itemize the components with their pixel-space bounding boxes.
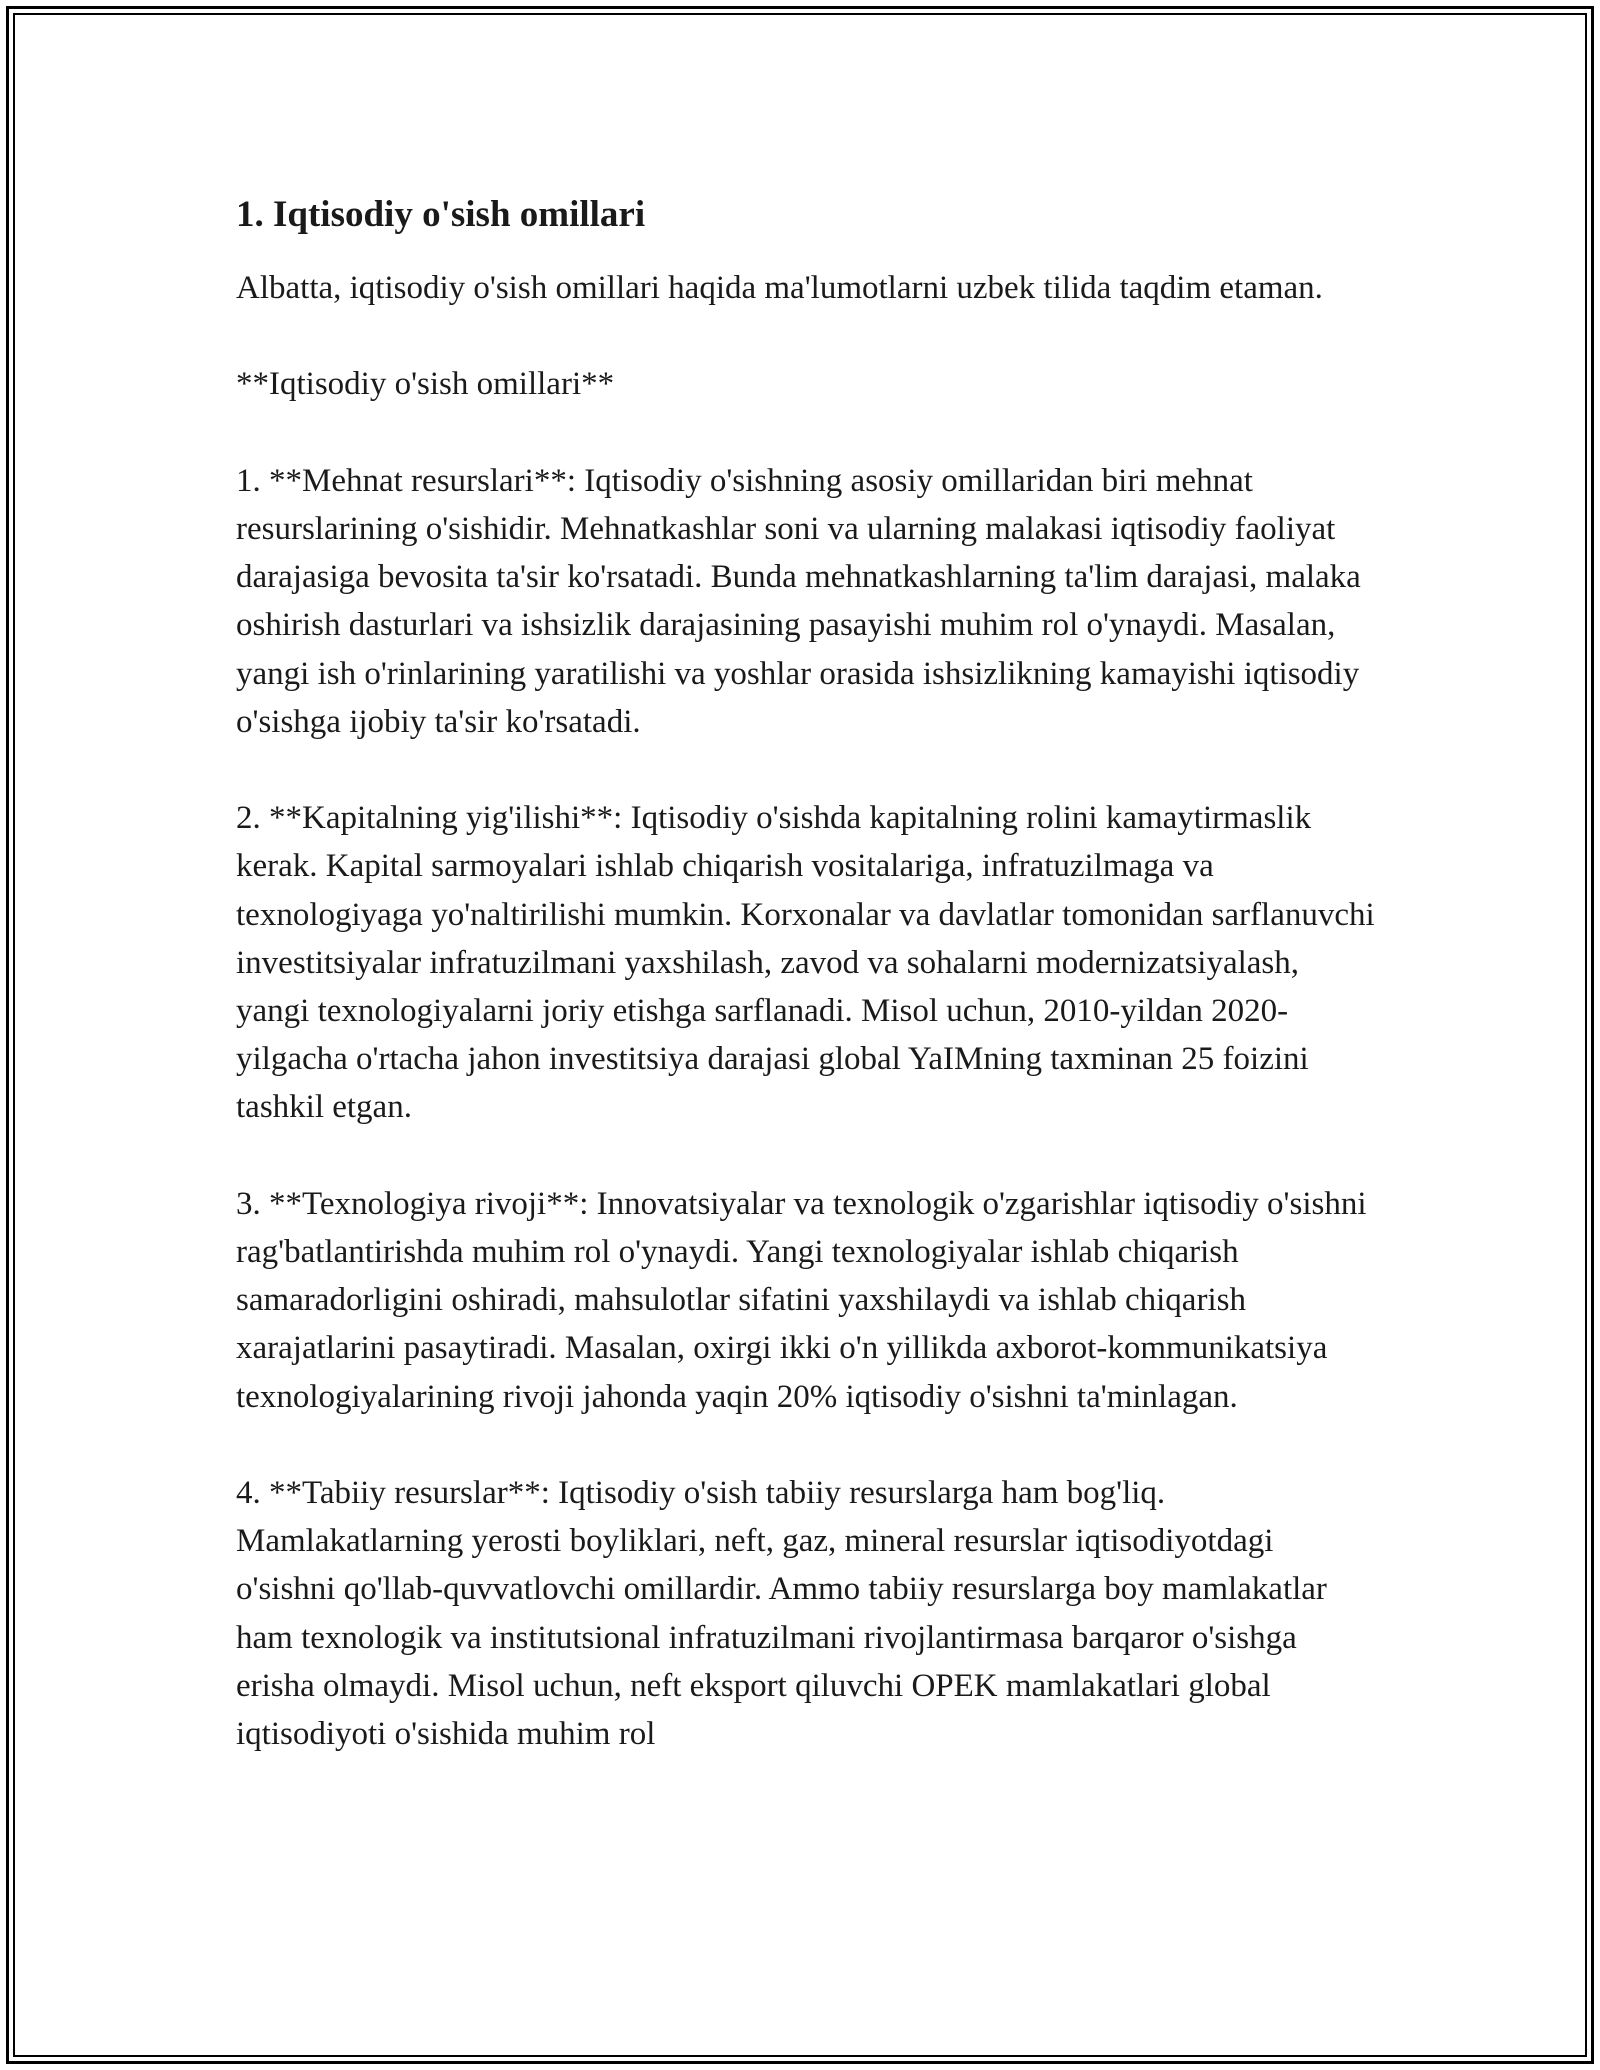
- paragraph-section-heading: **Iqtisodiy o'sish omillari**: [236, 366, 615, 403]
- paragraph-capital-accumulation: 2. **Kapitalning yig'ilishi**: Iqtisodiy o'sishda kapitalning rolini kamaytirmaslik kerak. Kapital sarmoyalari ishlab chiqarish vositalariga, infratuzilmaga va texnologiyaga yo'naltirilishi mumkin. Korxonalar va davlatlar tomonidan sarflanuvchi investitsiyalar infratuzilmani yaxshilash, zavod va sohalarni modernizatsiyalash, yangi texnologiyalarni joriy etishga sarflanadi. Misol uchun, 2010-yildan 2020-yilgacha o'rtacha jahon investitsiya darajasi global YaIMning taxminan 25 foizini tashkil etgan.: [236, 800, 1375, 1126]
- paragraph-labor-resources: 1. **Mehnat resurslari**: Iqtisodiy o'sishning asosiy omillaridan biri mehnat resurslarining o'sishidir. Mehnatkashlar soni va ularning malakasi iqtisodiy faoliyat darajasiga bevosita ta'sir ko'rsatadi. Bunda mehnatkashlarning ta'lim darajasi, malaka oshirish dasturlari va ishsizlik darajasining pasayishi muhim rol o'ynaydi. Masalan, yangi ish o'rinlarining yaratilishi va yoshlar orasida ishsizlikning kamayishi iqtisodiy o'sishga ijobiy ta'sir ko'rsatadi.: [236, 462, 1361, 740]
- paragraph-natural-resources: 4. **Tabiiy resurslar**: Iqtisodiy o'sish tabiiy resurslarga ham bog'liq. Mamlakatlarning yerosti boyliklari, neft, gaz, mineral resurslar iqtisodiyotdagi o'sishni qo'llab-quvvatlovchi omillardir. Ammo tabiiy resurslarga boy mamlakatlar ham texnologik va institutsional infratuzilmani rivojlantirmasa barqaror o'sishga erisha olmaydi. Misol uchun, neft eksport qiluvchi OPEK mamlakatlari global iqtisodiyoti o'sishida muhim rol: [236, 1475, 1327, 1753]
- paragraph-intro: Albatta, iqtisodiy o'sish omillari haqida ma'lumotlarni uzbek tilida taqdim etaman.: [236, 270, 1323, 306]
- document-title: 1. Iqtisodiy o'sish omillari: [236, 194, 646, 235]
- paragraph-technology-development: 3. **Texnologiya rivoji**: Innovatsiyalar va texnologik o'zgarishlar iqtisodiy o'sishni rag'batlantirishda muhim rol o'ynaydi. Yangi texnologiyalar ishlab chiqarish samaradorligini oshiradi, mahsulotlar sifatini yaxshilaydi va ishlab chiqarish xarajatlarini pasaytiradi. Masalan, oxirgi ikki o'n yillikda axborot-kommunikatsiya texnologiyalarining rivoji jahonda yaqin 20% iqtisodiy o'sishni ta'minlagan.: [236, 1185, 1367, 1415]
- document-body: [236, 186, 1376, 1806]
